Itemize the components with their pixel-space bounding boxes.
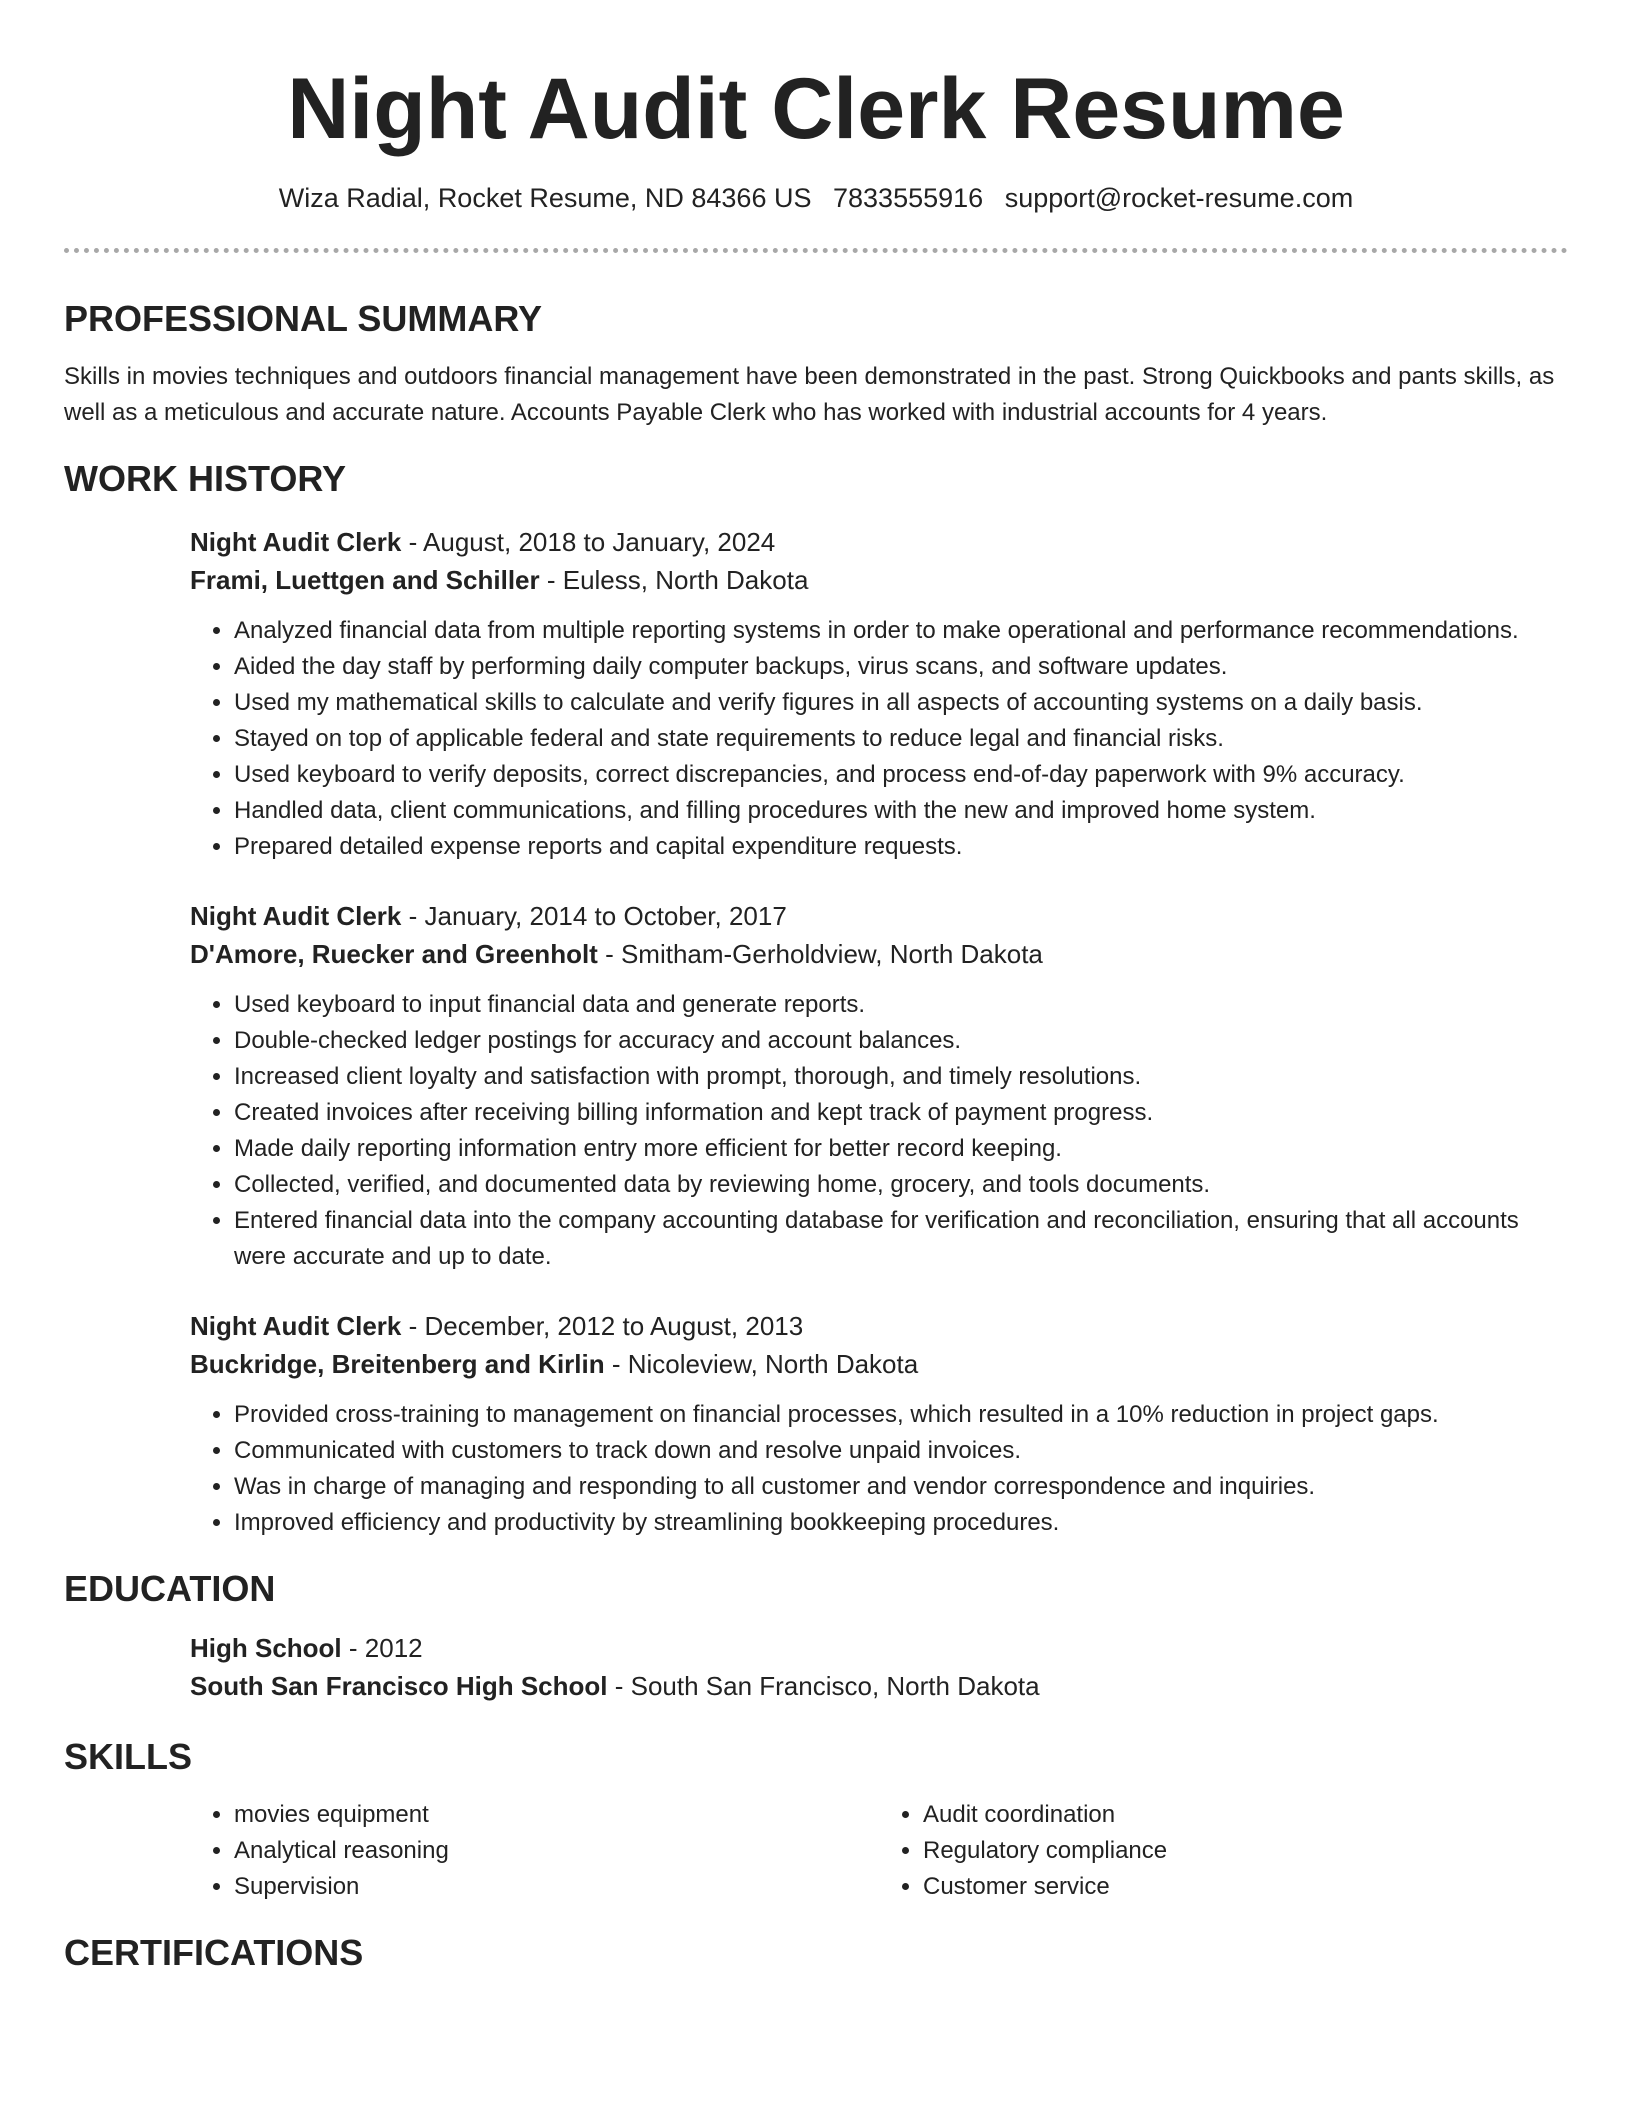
job-entry-1: [190, 523, 1568, 865]
job-title-line: [190, 897, 1568, 935]
contact-email: support@rocket-resume.com: [1004, 183, 1354, 213]
education-school: South San Francisco High School: [190, 1671, 608, 1701]
job-title: Night Audit Clerk: [190, 901, 402, 931]
contact-address: Wiza Radial, Rocket Resume, ND 84366 US: [278, 183, 812, 213]
education-degree: High School: [190, 1633, 342, 1663]
skill-item: • Audit coordination: [923, 1797, 1568, 1833]
header-divider: [64, 248, 1568, 253]
job-location: - Euless, North Dakota: [539, 565, 809, 595]
job-location: - Smitham-Gerholdview, North Dakota: [597, 939, 1043, 969]
list-item: • Used keyboard to verify deposits, correct discrepancies, and process end-of-day paperwork with 9% accuracy.: [234, 757, 1568, 793]
skill-item: • Regulatory compliance: [923, 1833, 1568, 1869]
list-item: • Created invoices after receiving billing information and kept track of payment progress.: [234, 1095, 1568, 1131]
list-item: • Used keyboard to input financial data and generate reports.: [234, 987, 1568, 1023]
list-item: • Prepared detailed expense reports and capital expenditure requests.: [234, 829, 1568, 865]
list-item: • Collected, verified, and documented data by reviewing home, grocery, and tools documents.: [234, 1167, 1568, 1203]
education-year: - 2012: [341, 1633, 423, 1663]
education-entry: [190, 1629, 1568, 1705]
job-dates: - January, 2014 to October, 2017: [401, 901, 787, 931]
list-item: • Communicated with customers to track down and resolve unpaid invoices.: [234, 1433, 1568, 1469]
job-dates: - August, 2018 to January, 2024: [401, 527, 776, 557]
list-item: • Made daily reporting information entry more efficient for better record keeping.: [234, 1131, 1568, 1167]
list-item: • Aided the day staff by performing daily computer backups, virus scans, and software updates.: [234, 649, 1568, 685]
job-bullets: [190, 1397, 1568, 1541]
list-item: • Stayed on top of applicable federal and state requirements to reduce legal and financial risks.: [234, 721, 1568, 757]
list-item: • Improved efficiency and productivity by streamlining bookkeeping procedures.: [234, 1505, 1568, 1541]
job-entry-2: [190, 897, 1568, 1275]
list-item: • Increased client loyalty and satisfaction with prompt, thorough, and timely resolutions.: [234, 1059, 1568, 1095]
job-company-line: [190, 561, 1568, 599]
job-entry-3: [190, 1307, 1568, 1541]
summary-text: Skills in movies techniques and outdoors financial management have been demonstrated in the past. Strong Quickbooks and pants skills, as well as a meticulous and accurate nature. Accounts Payable Clerk who has worked with industrial accounts for 4 years.: [64, 363, 1555, 426]
job-bullets: [190, 613, 1568, 865]
skill-item: • Supervision: [234, 1869, 879, 1905]
education-school-line: [190, 1667, 1568, 1705]
list-item: • Was in charge of managing and responding to all customer and vendor correspondence and inquiries.: [234, 1469, 1568, 1505]
job-dates: - December, 2012 to August, 2013: [401, 1311, 804, 1341]
list-item: • Used my mathematical skills to calculate and verify figures in all aspects of accounting systems on a daily basis.: [234, 685, 1568, 721]
job-title: Night Audit Clerk: [190, 1311, 402, 1341]
skill-item: • Customer service: [923, 1869, 1568, 1905]
list-item: • Double-checked ledger postings for accuracy and account balances.: [234, 1023, 1568, 1059]
list-item: • Analyzed financial data from multiple reporting systems in order to make operational and performance recommendations.: [234, 613, 1568, 649]
contact-phone: 7833555916: [833, 183, 984, 213]
education-heading: EDUCATION: [64, 1568, 276, 1609]
list-item: • Provided cross-training to management on financial processes, which resulted in a 10% reduction in project gaps.: [234, 1397, 1568, 1433]
list-item: • Entered financial data into the company accounting database for verification and reconciliation, ensuring that all accounts were accurate and up to date.: [234, 1203, 1568, 1275]
education-degree-line: [190, 1629, 1568, 1667]
education-location: - South San Francisco, North Dakota: [607, 1671, 1040, 1701]
skills-heading: SKILLS: [64, 1736, 193, 1777]
work-history-heading: WORK HISTORY: [64, 458, 347, 499]
skills-grid: [190, 1797, 1568, 1905]
skill-item: • movies equipment: [234, 1797, 879, 1833]
contact-line: [64, 180, 1568, 216]
certifications-heading: CERTIFICATIONS: [64, 1932, 364, 1973]
job-company-line: [190, 935, 1568, 973]
job-bullets: [190, 987, 1568, 1275]
job-company: D'Amore, Ruecker and Greenholt: [190, 939, 598, 969]
job-title-line: [190, 523, 1568, 561]
job-company-line: [190, 1345, 1568, 1383]
summary-heading: PROFESSIONAL SUMMARY: [64, 298, 543, 339]
job-company: Buckridge, Breitenberg and Kirlin: [190, 1349, 605, 1379]
list-item: • Handled data, client communications, and filling procedures with the new and improved home system.: [234, 793, 1568, 829]
skill-item: • Analytical reasoning: [234, 1833, 879, 1869]
skills-list-right: [879, 1797, 1568, 1905]
job-title-line: [190, 1307, 1568, 1345]
job-location: - Nicoleview, North Dakota: [604, 1349, 919, 1379]
job-title: Night Audit Clerk: [190, 527, 402, 557]
skills-list-left: [190, 1797, 879, 1905]
job-company: Frami, Luettgen and Schiller: [190, 565, 540, 595]
page-title: Night Audit Clerk Resume: [287, 61, 1345, 157]
